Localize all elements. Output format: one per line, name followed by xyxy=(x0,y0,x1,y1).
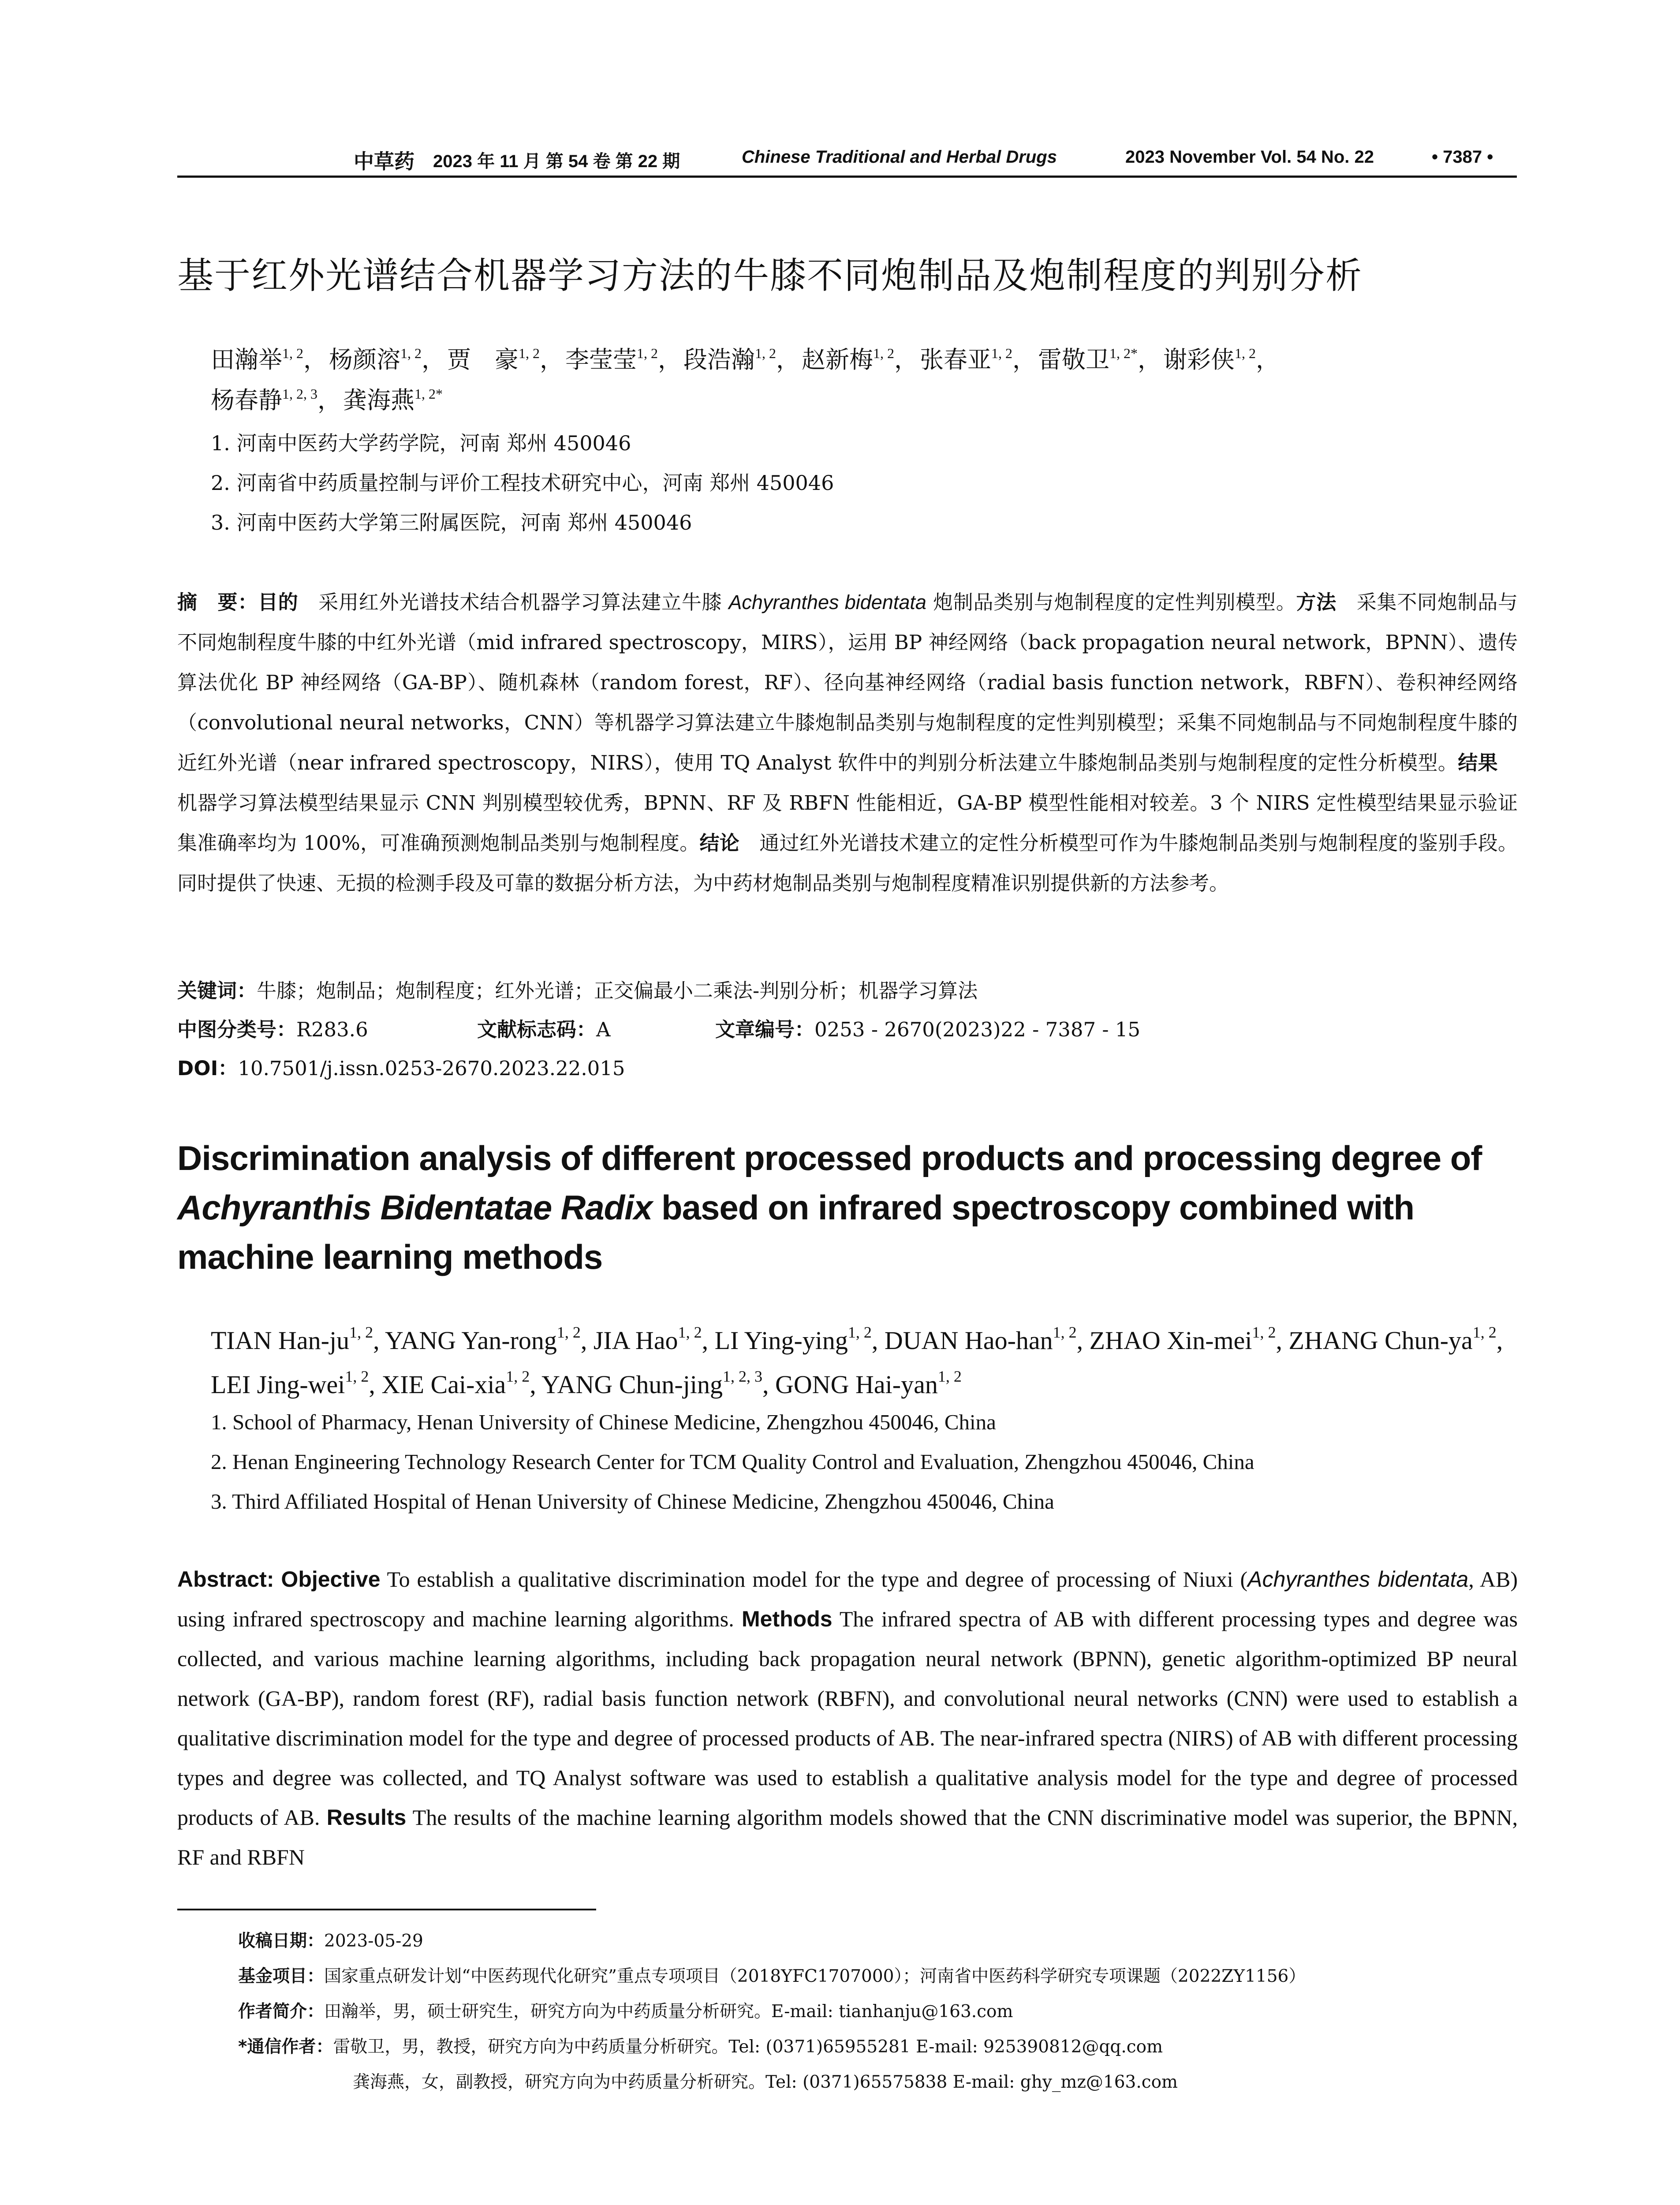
author-en: TIAN Han-ju$^{1, 2}$, xyxy=(211,1323,385,1355)
author-en: YANG Chun-jing$^{1, 2, 3}$, xyxy=(541,1368,775,1399)
author-cn: 杨颜溶$^{1, 2}$， xyxy=(329,345,445,374)
objective-label-en: Objective xyxy=(281,1567,381,1592)
author-cn: 段浩瀚$^{1, 2}$， xyxy=(683,345,800,374)
corresponding-author-2: 龚海燕，女，副教授，研究方向为中药质量分析研究。Tel: (0371)65575838 E-mail: ghy_mz@163.com xyxy=(353,2072,1178,2092)
affiliation-en: 2. Henan Engineering Technology Research Center for TCM Quality Control and Evaluation, Zhengzhou 450046, China xyxy=(211,1450,1254,1474)
author-cn: 杨春静$^{1, 2, 3}$， xyxy=(211,386,341,414)
affiliation-cn: 2. 河南省中药质量控制与评价工程技术研究中心，河南 郑州 450046 xyxy=(211,471,834,495)
abstract-cn xyxy=(177,582,1518,903)
author-en: XIE Cai-xia$^{1, 2}$, xyxy=(381,1368,542,1399)
received-date: 收稿日期：2023-05-29 xyxy=(238,1931,423,1951)
running-header xyxy=(177,140,1518,176)
document-code: 文献标志码：A xyxy=(477,1018,611,1041)
article-title-cn: 基于红外光谱结合机器学习方法的牛膝不同炮制品及炮制程度的判别分析 xyxy=(177,255,1363,297)
author-en: YANG Yan-rong$^{1, 2}$, xyxy=(385,1323,594,1355)
corresponding-author-1: *通信作者：雷敬卫，男，教授，研究方向为中药质量分析研究。Tel: (0371)65955281 E-mail: 925390812@qq.com xyxy=(238,2037,1163,2057)
abstract-label-cn: 摘 要： xyxy=(177,590,258,614)
abstract-label-en: Abstract: xyxy=(177,1567,274,1592)
methods-text-cn: 采集不同炮制品与不同炮制程度牛膝的中红外光谱（mid infrared spectroscopy，MIRS），运用 BP 神经网络（back propagation neural network，BPNN）、遗传算法优化 BP 神经网络（GA-BP）、随机森林（random forest，RF）、径向基神经网络（radial basis function network，RBFN）、卷积神经网络（convolutional neural networks，CNN）等机器学习算法建立牛膝炮制品类别与炮制程度的定性判别模型；采集不同炮制品与不同炮制程度牛膝的近红外光谱（near infrared spectroscopy，NIRS），使用 TQ Analyst 软件中的判别分析法建立牛膝炮制品类别与炮制程度的定性分析模型。 xyxy=(177,590,1518,774)
author-cn: 贾 豪$^{1, 2}$， xyxy=(447,345,564,374)
latin-name: Achyranthes bidentata xyxy=(728,591,926,613)
objective-text-en: To establish a qualitative discrimination model for the type and degree of processing of Niuxi ( xyxy=(380,1567,1248,1592)
affiliation-en: 1. School of Pharmacy, Henan University of Chinese Medicine, Zhengzhou 450046, China xyxy=(211,1410,996,1434)
methods-text-en: The infrared spectra of AB with different processing types and degree was collected, and various machine learning algorithms, including back propagation neural network (BPNN), genetic algorithm-optimized BP neural network (GA-BP), random forest (RF), radial basis function network (RBFN), and convolutional neural networks (CNN) were used to establish a qualitative discrimination model for the type and degree of processed products of AB. The near-infrared spectra (NIRS) of AB with different processing types and degree was collected, and TQ Analyst software was used to establish a qualitative analysis model for the type and degree of processed products of AB. xyxy=(177,1607,1518,1830)
affiliation-cn: 1. 河南中医药大学药学院，河南 郑州 450046 xyxy=(211,431,631,455)
clc-number: 中图分类号：R283.6 xyxy=(177,1018,368,1041)
author-list-en xyxy=(211,1319,1525,1407)
keywords-text: 牛膝；炮制品；炮制程度；红外光谱；正交偏最小二乘法-判别分析；机器学习算法 xyxy=(257,979,978,1002)
article-number: 文章编号：0253 - 2670(2023)22 - 7387 - 15 xyxy=(715,1018,1141,1041)
doi xyxy=(177,1052,625,1081)
author-line-2 xyxy=(211,380,1534,421)
methods-label-cn: 方法 xyxy=(1296,590,1337,614)
author-cn: 田瀚举$^{1, 2}$， xyxy=(211,345,327,374)
affiliation-list-en xyxy=(211,1402,1525,1521)
doi-link[interactable]: 10.7501/j.issn.0253-2670.2023.22.015 xyxy=(238,1057,625,1080)
author-cn: 李莹莹$^{1, 2}$， xyxy=(565,345,682,374)
author-en: LEI Jing-wei$^{1, 2}$, xyxy=(211,1368,382,1399)
funding: 基金项目：国家重点研发计划“中医药现代化研究”重点专项项目（2018YFC1707000）；河南省中医药科学研究专项课题（2022ZY1156） xyxy=(238,1966,1306,1986)
author-cn: 谢彩侠$^{1, 2}$， xyxy=(1163,345,1280,374)
journal-name-cn: 中草药 xyxy=(354,149,414,173)
issue-info-cn: 2023 年 11 月 第 54 卷 第 22 期 xyxy=(433,152,680,171)
author-cn: 赵新梅$^{1, 2}$， xyxy=(802,345,918,374)
affiliation-cn: 3. 河南中医药大学第三附属医院，河南 郑州 450046 xyxy=(211,511,692,534)
affiliation-list-cn xyxy=(211,423,1534,542)
latin-name-en: Achyranthes bidentata xyxy=(1247,1567,1469,1592)
objective-text-cn-end: 炮制品类别与炮制程度的定性判别模型。 xyxy=(926,590,1296,614)
author-en: GONG Hai-yan$^{1, 2}$ xyxy=(775,1368,962,1399)
results-text-en: The results of the machine learning algorithm models showed that the CNN discriminative model was superior, the BPNN, RF and RBFN xyxy=(177,1805,1518,1869)
doi-label: DOI： xyxy=(177,1057,238,1080)
author-en: JIA Hao$^{1, 2}$, xyxy=(593,1323,715,1355)
results-text-cn: 机器学习算法模型结果显示 CNN 判别模型较优秀，BPNN、RF 及 RBFN 性能相近，GA-BP 模型性能相对较差。3 个 NIRS 定性模型结果显示验证集准确率均为 100%，可准确预测炮制品类别与炮制程度。 xyxy=(177,751,1518,855)
journal-name-en: Chinese Traditional and Herbal Drugs xyxy=(742,147,1057,167)
page-number: • 7387 • xyxy=(1432,147,1493,167)
title-latin-name: Achyranthis Bidentatae Radix xyxy=(177,1188,653,1227)
author-bio: 作者简介：田瀚举，男，硕士研究生，研究方向为中药质量分析研究。E-mail: tianhanju@163.com xyxy=(238,2002,1013,2022)
header-rule xyxy=(177,176,1517,178)
affiliation-en: 3. Third Affiliated Hospital of Henan University of Chinese Medicine, Zhengzhou 450046, China xyxy=(211,1489,1054,1514)
author-en: ZHAO Xin-mei$^{1, 2}$, xyxy=(1089,1323,1289,1355)
author-en: DUAN Hao-han$^{1, 2}$, xyxy=(884,1323,1090,1355)
keywords-cn xyxy=(177,975,978,1003)
results-label-en: Results xyxy=(326,1805,407,1830)
results-label-cn: 结果 xyxy=(1458,751,1498,774)
conclusion-label-cn: 结论 xyxy=(699,831,740,855)
issue-info-en: 2023 November Vol. 54 No. 22 xyxy=(1125,147,1374,167)
author-en: ZHANG Chun-ya$^{1, 2}$, xyxy=(1288,1323,1503,1355)
abstract-en xyxy=(177,1559,1518,1877)
keywords-label: 关键词： xyxy=(177,979,257,1002)
author-cn: 张春亚$^{1, 2}$， xyxy=(920,345,1036,374)
objective-label-cn: 目的 xyxy=(258,590,299,614)
conclusion-text-cn: 通过红外光谱技术建立的定性分析模型可作为牛膝炮制品类别与炮制程度的鉴别手段。同时提供了快速、无损的检测手段及可靠的数据分析方法，为中药材炮制品类别与炮制程度精准识别提供新的方法参考。 xyxy=(177,831,1518,895)
footnote-rule xyxy=(177,1909,596,1910)
author-list-cn xyxy=(211,340,1534,421)
author-en: LI Ying-ying$^{1, 2}$, xyxy=(714,1323,885,1355)
methods-label-en: Methods xyxy=(742,1607,833,1631)
article-title-en: Discrimination analysis of different processed products and processing degree of Achyranthis Bidentatae Radix based on infrared spectroscopy combined with machine learning methods xyxy=(177,1139,1482,1276)
author-cn: 龚海燕$^{1, 2*}$ xyxy=(343,386,443,414)
objective-text-en-end: , AB) using infrared spectroscopy and machine learning algorithms. xyxy=(177,1567,1518,1631)
author-line-1 xyxy=(211,340,1534,380)
author-cn: 雷敬卫$^{1, 2*}$， xyxy=(1038,345,1161,374)
objective-text-cn: 采用红外光谱技术结合机器学习算法建立牛膝 xyxy=(298,590,729,614)
